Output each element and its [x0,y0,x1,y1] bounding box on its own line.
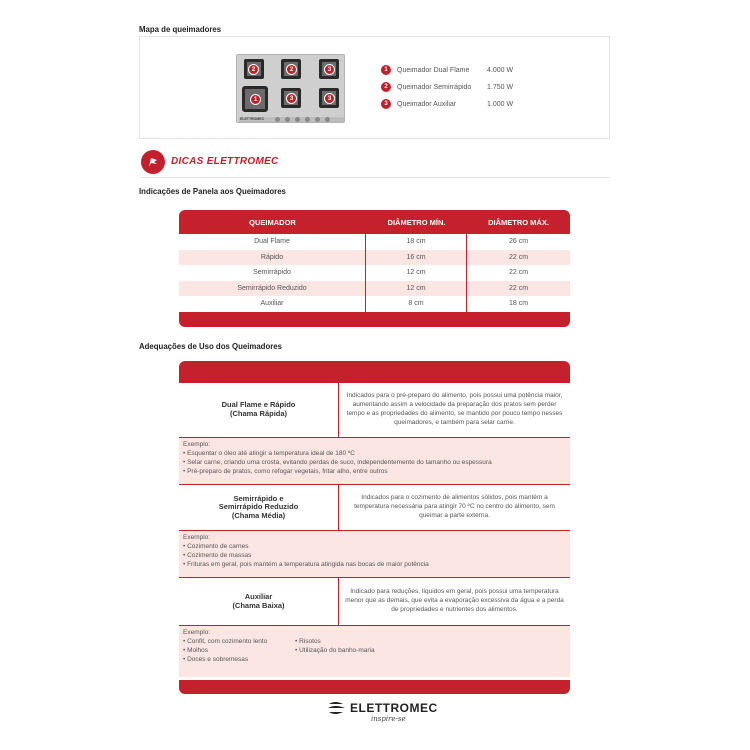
example-item: • Cozimento de massas [183,551,252,559]
knob-icon [285,117,290,122]
map-title: Mapa de queimadores [139,24,222,34]
usage-examples [179,530,570,578]
divider [141,177,610,178]
table1-title: Indicações de Panela aos Queimadores [139,186,286,196]
column-header: DIÂMETRO MÍN. [387,217,446,227]
table-cell: 8 cm [366,296,467,312]
table-row [179,296,570,312]
knob-icon [275,117,280,122]
table-cell: 16 cm [366,250,467,266]
legend-burner-power: 4.000 W [487,66,514,74]
table-cell: 18 cm [366,234,467,250]
usage-category-name [179,383,339,437]
example-item: • Esquentar o óleo até atingir a temperatura ideal de 180 ºC [183,449,355,457]
category-name-line: (Chama Média) [231,510,286,520]
burner-number-badge: 2 [286,64,297,75]
legend-burner-power: 1.000 W [487,100,514,108]
example-item: • Risotos [295,637,321,645]
usage-category-row [179,383,570,437]
knob-icon [315,117,320,122]
flag-icon [141,150,165,174]
example-item: • Selar carne, criando uma crosta, evitando perdas de suco, independentemente do tamanho ou espessura [183,458,492,466]
table-cell: 12 cm [366,281,467,297]
elettromec-logo [327,701,438,715]
logo-mark-icon [327,701,347,715]
cooktop-brand-mark: ELETTROMEC [240,117,265,121]
table-cell: 22 cm [508,269,529,277]
category-name-line: Semirrápido Reduzido [218,502,299,512]
burner-number-badge: 2 [248,64,259,75]
legend-item [381,81,527,93]
knob-icon [295,117,300,122]
example-label: Exemplo: [183,534,211,541]
usage-category-description: Indicados para o pré-preparo do alimento, pois possui uma potência maior, aumentando assim a velocidade da preparação dos pratos sem perder tempo e as propriedades do alimento, se mantido por pouco tempo nesses queimadores, e também para selar carne. [346,392,563,426]
table-row [179,250,570,266]
table-row [179,281,570,297]
legend-item [381,98,527,110]
example-column [183,638,295,665]
logo-tagline: inspire-se [371,715,406,723]
table-cell: Rápido [179,250,366,266]
burner-number-badge: 3 [324,64,335,75]
legend-badge: 3 [381,99,391,109]
table-header-bar [179,361,570,383]
legend-burner-name: Queimador Semirrápido [397,83,472,91]
example-columns [183,638,566,665]
table-cell: 12 cm [366,265,467,281]
example-item: • Utilização do banho-maria [295,646,375,654]
usage-category-name [179,485,339,530]
table-cell: 22 cm [508,253,529,261]
legend-burner-name: Queimador Auxiliar [397,100,457,108]
column-header: QUEIMADOR [249,217,296,227]
table-cell: Dual Flame [179,234,366,250]
usage-examples [179,625,570,677]
burner-number-badge: 1 [250,94,261,105]
example-item: • Confit, com cozimento lento [183,637,268,645]
legend-burner-power: 1.750 W [487,83,514,91]
example-item: • Cozimento de carnes [183,542,249,550]
example-item: • Doces e sobremesas [183,655,249,663]
burner-number-badge: 3 [324,93,335,104]
burner-map-box [139,36,610,139]
knob-icon [325,117,330,122]
example-label: Exemplo: [183,441,211,448]
table-row [179,234,570,250]
example-item: • Pré-preparo de pratos, como refogar vegetais, fritar alho, entre outros [183,467,388,475]
category-name-line: Auxiliar [244,591,273,601]
table-cell: 22 cm [508,284,529,292]
usage-examples [179,437,570,485]
table-cell: 26 cm [508,238,529,246]
table-cell: 18 cm [508,300,529,308]
table-footer-bar [179,680,570,694]
category-name-line: (Chama Rápida) [229,409,288,418]
usage-category-row [179,485,570,530]
cooktop-diagram [236,54,345,123]
usage-category-row [179,578,570,625]
table2-title: Adequações de Uso dos Queimadores [139,341,282,351]
burner-legend [381,64,527,110]
example-item: • Molhos [183,646,209,654]
burner-number-badge: 3 [286,93,297,104]
legend-badge: 2 [381,82,391,92]
example-label: Exemplo: [183,629,211,636]
table-header [179,210,570,234]
table-cell: Semirrápido Reduzido [179,281,366,297]
category-name-line: Semirrápido e [233,493,284,503]
table-footer-bar [179,312,570,327]
logo-text: ELETTROMEC [350,701,438,715]
dicas-title: DICAS ELETTROMEC [171,156,279,167]
column-header: DIÂMETRO MÁX. [488,217,549,227]
usage-category-description: Indicados para o cozimento de alimentos sólidos, pois mantém a temperatura necessária para atingir 70 ºC no centro do alimento, sem queimar a parte externa. [354,494,555,519]
burner-diameter-table [179,210,570,327]
legend-item [381,64,527,76]
burner-usage-table [179,361,570,694]
example-item: • Frituras em geral, pois mantém a temperatura atingida nas bocas de maior potência [183,560,429,568]
legend-badge: 1 [381,65,391,75]
table-cell: Auxiliar [179,296,366,312]
category-name-line: (Chama Baixa) [232,600,285,610]
table-cell: Semirrápido [179,265,366,281]
legend-burner-name: Queimador Dual Flame [397,66,470,74]
usage-category-name [179,578,339,625]
knob-icon [305,117,310,122]
table-row [179,265,570,281]
usage-category-description: Indicado para reduções, líquidos em geral, pois possui uma temperatura menor que as demais, que evita a evaporação excessiva da água e a perda de propriedades e nutrientes dos alimentos. [345,588,564,613]
category-name-line: Dual Flame e Rápido [221,400,296,410]
example-column [295,638,375,665]
